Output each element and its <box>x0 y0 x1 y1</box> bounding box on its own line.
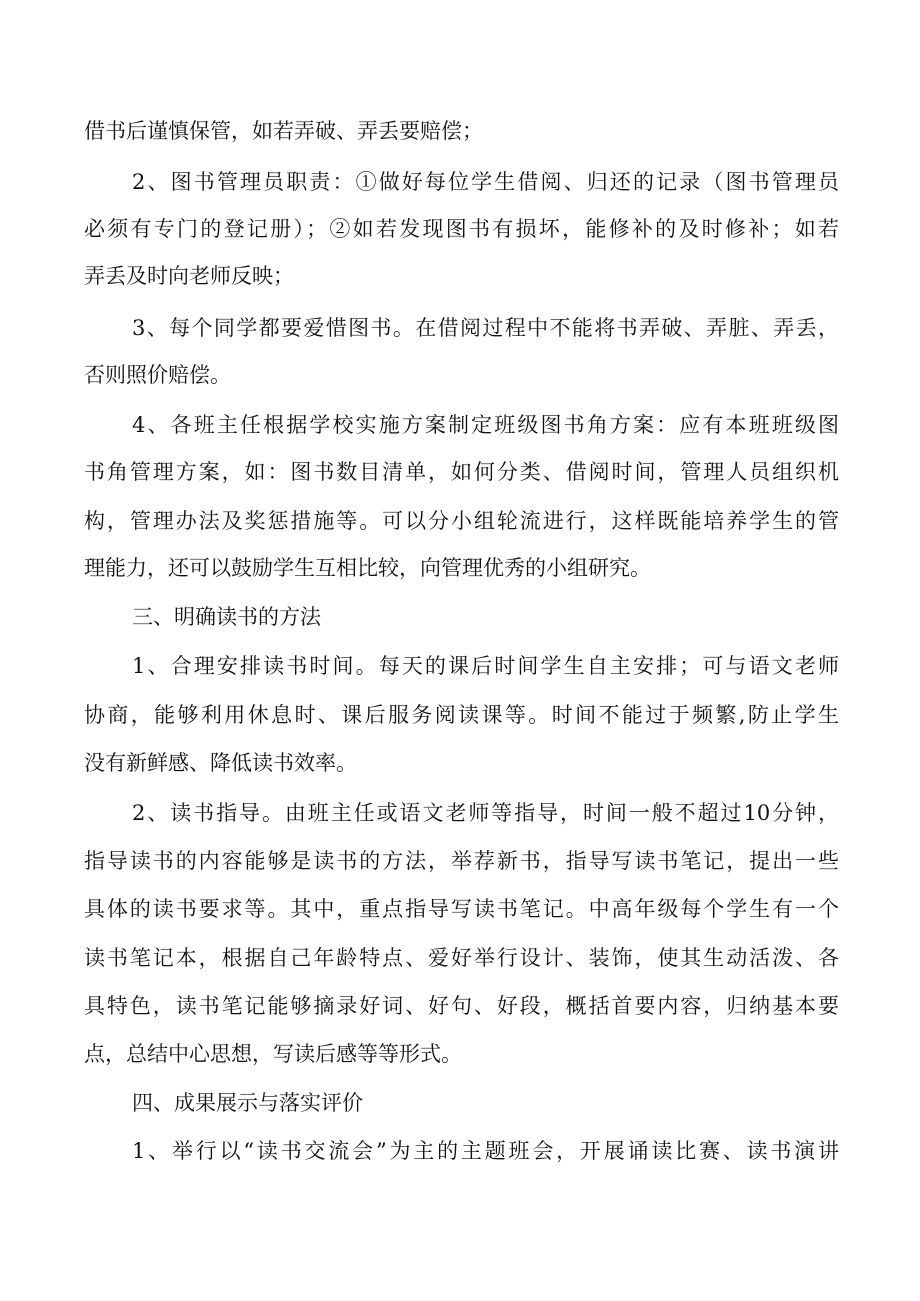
text-line: 2、读书指导。由班主任或语文老师等指导，时间一般不超过10分钟， <box>132 801 839 825</box>
text-line: 弄丢及时向老师反映； <box>84 264 294 288</box>
text-line: 协商，能够利用休息时、课后服务阅读课等。时间不能过于频繁,防止学生 <box>84 703 839 727</box>
text-line: 理能力，还可以鼓励学生互相比较，向管理优秀的小组研究。 <box>84 556 651 580</box>
text-line: 4、各班主任根据学校实施方案制定班级图书角方案：应有本班班级图 <box>132 413 839 437</box>
text-line: 书角管理方案，如：图书数目清单，如何分类、借阅时间，管理人员组织机 <box>84 460 839 484</box>
text-line: 读书笔记本，根据自己年龄特点、爱好举行设计、装饰，使其生动活泼、各 <box>84 946 839 970</box>
text-line: 具体的读书要求等。其中，重点指导写读书笔记。中高年级每个学生有一个 <box>84 897 839 921</box>
text-line: 构，管理办法及奖惩措施等。可以分小组轮流进行，这样既能培养学生的管 <box>84 509 839 533</box>
text-line: 必须有专门的登记册）；②如若发现图书有损坏，能修补的及时修补；如若 <box>84 217 839 241</box>
text-line: 2、图书管理员职责：①做好每位学生借阅、归还的记录（图书管理员 <box>132 170 839 194</box>
text-line: 3、每个同学都要爱惜图书。在借阅过程中不能将书弄破、弄脏、弄丢， <box>132 316 839 340</box>
text-line: 否则照价赔偿。 <box>84 363 231 387</box>
section-heading: 三、明确读书的方法 <box>132 605 321 629</box>
text-line: 点，总结中心思想，写读后感等等形式。 <box>84 1042 462 1066</box>
text-line: 具特色，读书笔记能够摘录好词、好句、好段，概括首要内容，归纳基本要 <box>84 994 839 1018</box>
text-line: 1、举行以“读书交流会”为主的主题班会，开展诵读比赛、读书演讲 <box>132 1139 839 1163</box>
text-line: 没有新鲜感、降低读书效率。 <box>84 751 357 775</box>
text-line: 借书后谨慎保管，如若弄破、弄丢要赔偿； <box>84 119 483 143</box>
text-line: 1、合理安排读书时间。每天的课后时间学生自主安排；可与语文老师 <box>132 654 839 678</box>
text-line: 指导读书的内容能够是读书的方法，举荐新书，指导写读书笔记，提出一些 <box>84 849 839 873</box>
section-heading: 四、成果展示与落实评价 <box>132 1091 363 1115</box>
